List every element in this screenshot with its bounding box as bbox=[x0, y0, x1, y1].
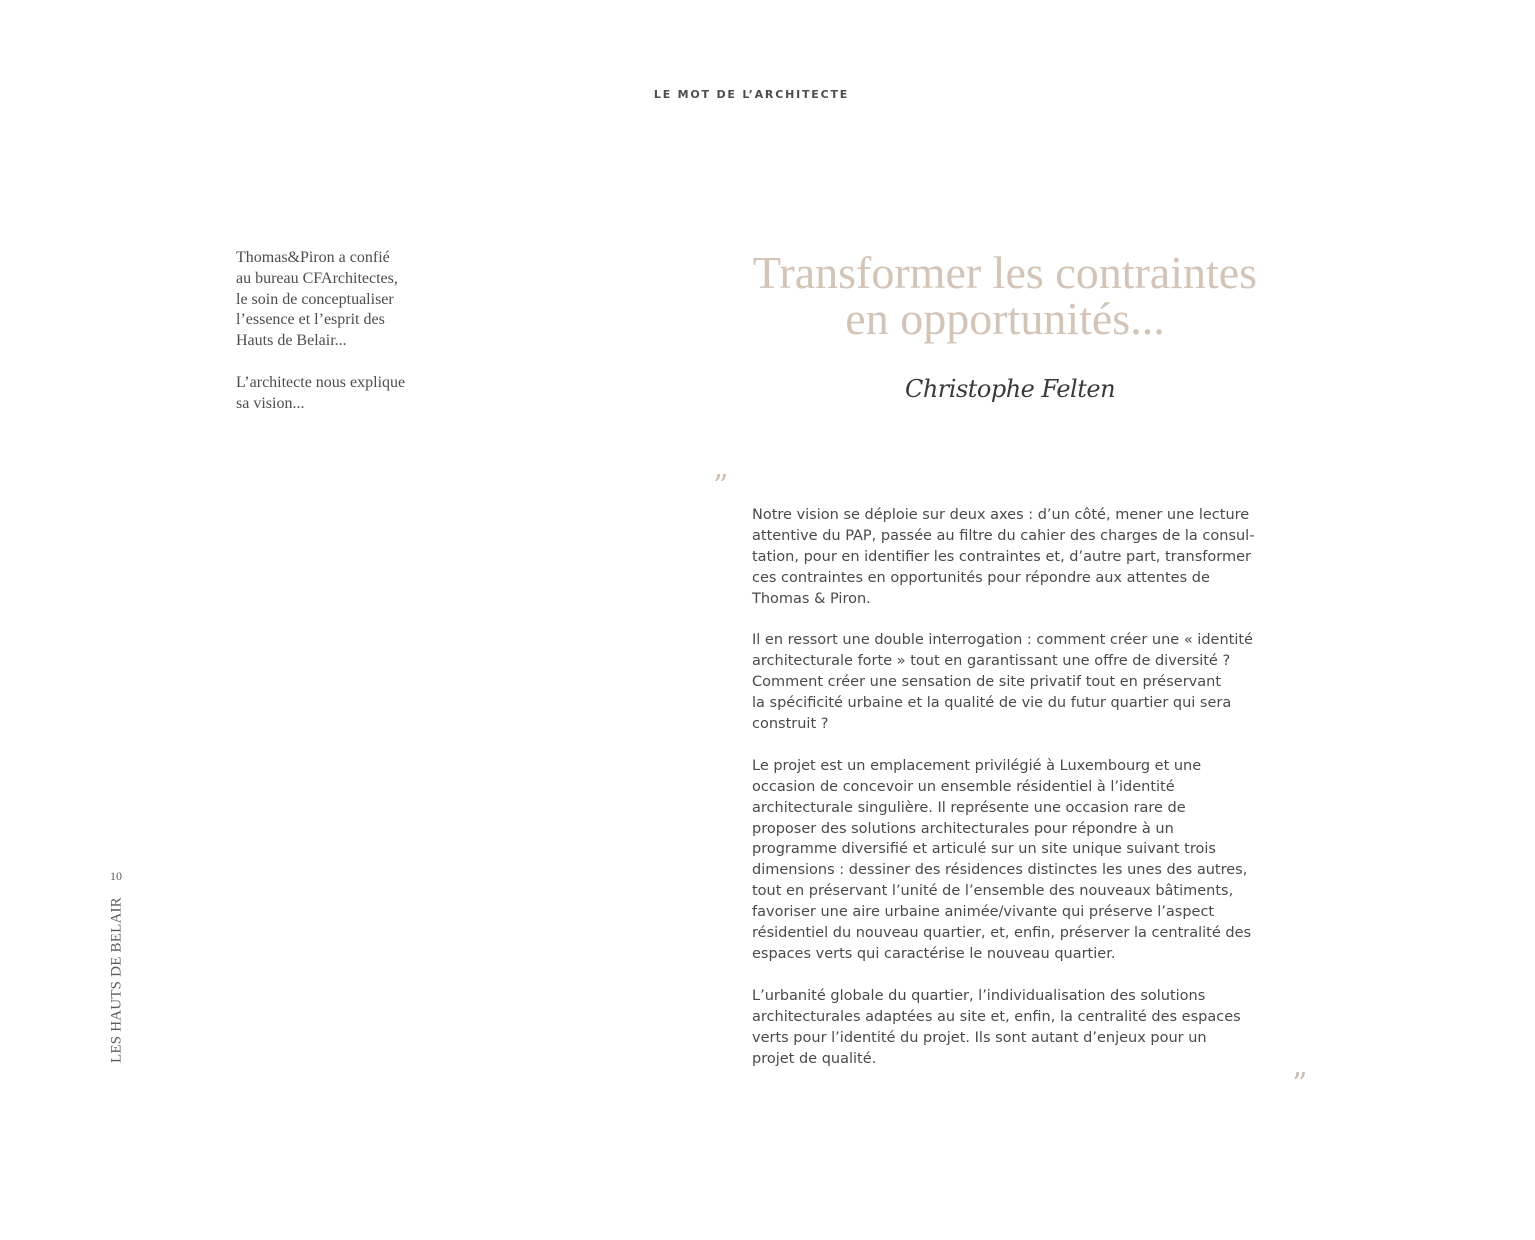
intro-paragraph: Thomas&Piron a confié au bureau CFArchitectes, le soin de conceptualiser l’essence et l’esprit des Hauts de Belair... bbox=[236, 249, 398, 350]
title-line-2: en opportunités... bbox=[845, 293, 1165, 344]
quote-paragraph: Le projet est un emplacement privilégié à Luxembourg et une occasion de concevoir un ensemble résidentiel à l’identité architecturale singulière. Il représente une occasion rare de proposer des solutions architecturales pour répondre à un programme diversifié et articulé sur un site unique suivant trois dimensions : dessiner des résidences distinctes les unes des autres, tout en préservant l’unité de l’ensemble des nouveaux bâtiments, favoriser une aire urbaine animée/vivante qui préserve l’aspect résidentiel du nouveau quartier, et, enfin, préserver la centralité des espaces verts qui caractérise le nouveau quartier. bbox=[752, 757, 1252, 962]
quote-paragraph: Notre vision se déploie sur deux axes : d’un côté, mener une lecture attentive du PAP, passée au filtre du cahier des charges de la consul- tation, pour en identifier les contraintes et, d’autre part, transformer ces contraintes en opportunités pour répondre aux attentes de Thomas & Piron. bbox=[752, 507, 1255, 607]
page-title bbox=[700, 247, 1310, 344]
intro-paragraph: L’architecte nous explique sa vision... bbox=[236, 373, 406, 412]
intro-text bbox=[236, 248, 476, 415]
closing-quote-mark: ” bbox=[1292, 1067, 1308, 1102]
architect-signature: Christophe Felten bbox=[904, 375, 1116, 403]
section-label: LE MOT DE L’ARCHITECTE bbox=[653, 88, 850, 101]
quote-paragraph: L’urbanité globale du quartier, l’individualisation des solutions architecturales adaptées au site et, enfin, la centralité des espaces verts pour l’identité du projet. Ils sont autant d’enjeux pour un projet de qualité. bbox=[752, 987, 1241, 1067]
quote-body bbox=[752, 505, 1272, 1069]
quote-paragraph: Il en ressort une double interrogation : comment créer une « identité architecturale forte » tout en garantissant une offre de diversité ? Comment créer une sensation de site privatif tout en préservant la spécificité urbaine et la qualité de vie du futur quartier qui sera construit ? bbox=[752, 632, 1253, 733]
running-title: LES HAUTS DE BELAIR bbox=[108, 897, 125, 1063]
opening-quote-mark: ” bbox=[713, 469, 729, 504]
page-number: 10 bbox=[110, 869, 122, 883]
title-line-1: Transformer les contraintes bbox=[752, 247, 1258, 298]
